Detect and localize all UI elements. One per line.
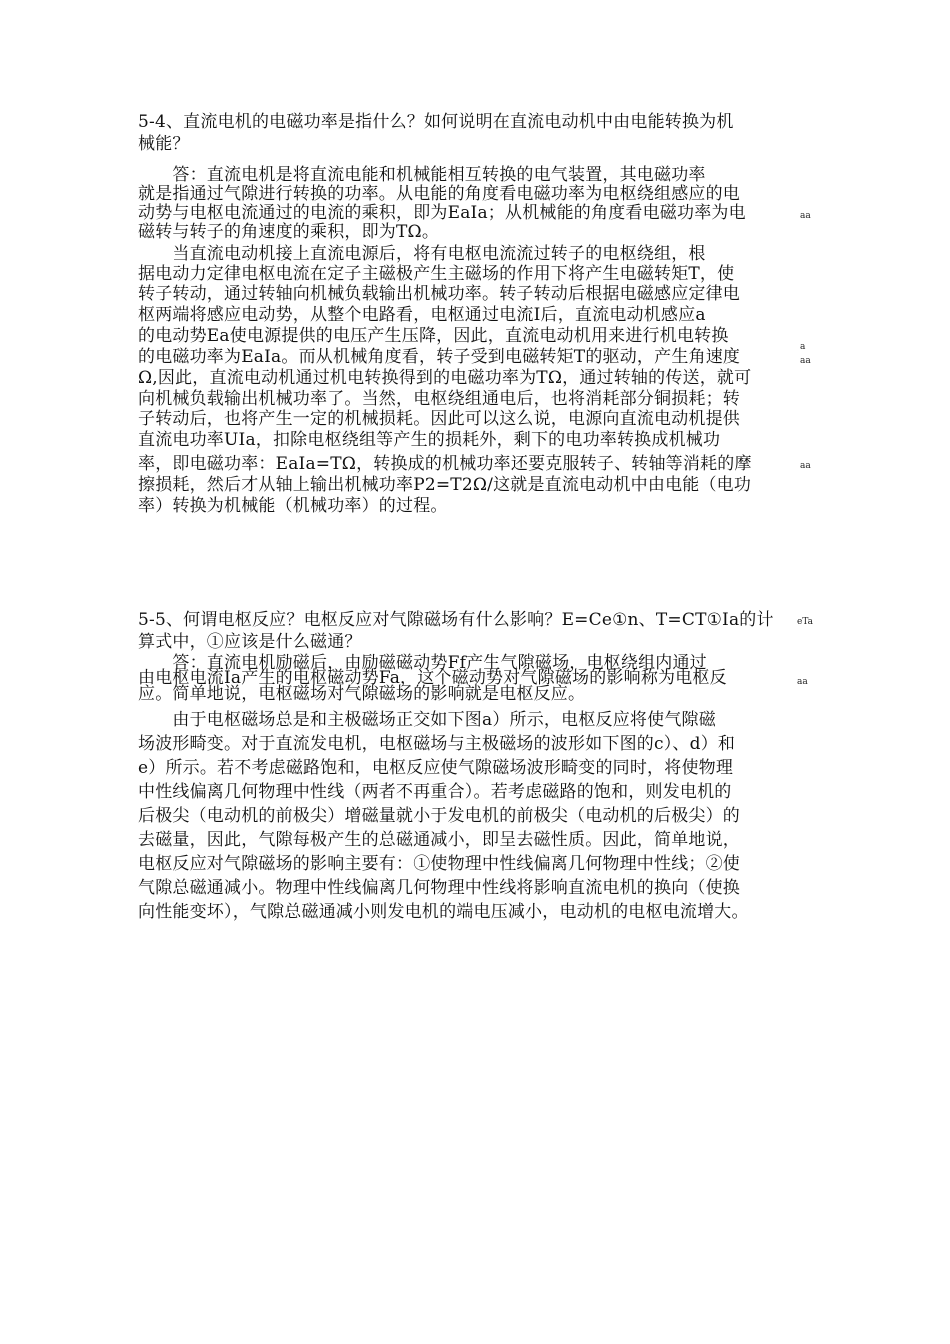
margin-note: aa bbox=[800, 461, 811, 471]
answer-5-4-line: 当直流电动机接上直流电源后，将有电枢电流流过转子的电枢绕组，根 bbox=[138, 244, 706, 264]
answer-5-5-line: 应。简单地说，电枢磁场对气隙磁场的影响就是电枢反应。 bbox=[138, 684, 586, 704]
answer-5-5-line: 答：直流电机励磁后，由励磁磁动势Ff产生气隙磁场，电枢绕组内通过 bbox=[138, 653, 707, 673]
question-5-5-title-cont: 算式中，①应该是什么磁通？ bbox=[138, 632, 362, 652]
answer-5-4-line: 的电磁功率为EaIa。而从机械角度看，转子受到电磁转矩T的驱动，产生角速度 bbox=[138, 347, 741, 367]
answer-5-4-line: 子转动后，也将产生一定的机械损耗。因此可以这么说，电源向直流电动机提供 bbox=[138, 409, 740, 429]
answer-5-4-line: Ω,因此，直流电动机通过机电转换得到的电磁功率为TΩ，通过转轴的传送，就可 bbox=[138, 368, 752, 388]
answer-5-4-line: 动势与电枢电流通过的电流的乘积，即为EaIa；从机械能的角度看电磁功率为电 bbox=[138, 203, 746, 223]
answer-5-4-line: 擦损耗，然后才从轴上输出机械功率P2=T2Ω/这就是直流电动机中由电能（电功 bbox=[138, 475, 752, 495]
answer-5-4-line: 答：直流电机是将直流电能和机械能相互转换的电气装置，其电磁功率 bbox=[138, 165, 706, 185]
answer-5-5-line: 由于电枢磁场总是和主极磁场正交如下图a）所示，电枢反应将使气隙磁 bbox=[138, 710, 716, 730]
answer-5-5-line: 中性线偏离几何物理中性线（两者不再重合）。若考虑磁路的饱和，则发电机的 bbox=[138, 782, 732, 802]
margin-note: eTa bbox=[797, 617, 813, 627]
answer-5-4-line: 转子转动，通过转轴向机械负载输出机械功率。转子转动后根据电磁感应定律电 bbox=[138, 284, 740, 304]
margin-note: aa bbox=[800, 211, 811, 221]
question-5-4-title: 5-4、直流电机的电磁功率是指什么？如何说明在直流电动机中由电能转换为机 bbox=[138, 112, 734, 132]
answer-5-4-line: 就是指通过气隙进行转换的功率。从电能的角度看电磁功率为电枢绕组感应的电 bbox=[138, 184, 740, 204]
answer-5-4-line: 向机械负载输出机械功率了。当然，电枢绕组通电后，也将消耗部分铜损耗；转 bbox=[138, 389, 740, 409]
answer-5-5-line: 气隙总磁通减小。物理中性线偏离几何物理中性线将影响直流电机的换向（使换 bbox=[138, 878, 740, 898]
answer-5-4-line: 枢两端将感应电动势，从整个电路看，电枢通过电流I后，直流电动机感应a bbox=[138, 305, 706, 325]
answer-5-5-line: 电枢反应对气隙磁场的影响主要有：①使物理中性线偏离几何物理中性线；②使 bbox=[138, 854, 740, 874]
answer-5-4-line: 直流电功率UIa，扣除电枢绕组等产生的损耗外，剩下的电功率转换成机械功 bbox=[138, 430, 721, 450]
answer-5-4-line: 的电动势Ea使电源提供的电压产生压降，因此，直流电动机用来进行机电转换 bbox=[138, 326, 729, 346]
answer-5-4-line: 率，即电磁功率：EaIa=TΩ，转换成的机械功率还要克服转子、转轴等消耗的摩 bbox=[138, 454, 752, 474]
answer-5-4-line: 率）转换为机械能（机械功率）的过程。 bbox=[138, 496, 448, 516]
question-5-4-title-cont: 械能？ bbox=[138, 134, 190, 154]
answer-5-5-line: 由电枢电流Ia产生的电枢磁动势Fa，这个磁动势对气隙磁场的影响称为电枢反 bbox=[138, 668, 727, 688]
margin-note: a bbox=[800, 342, 806, 352]
answer-5-5-line: 后极尖（电动机的前极尖）增磁量就小于发电机的前极尖（电动机的后极尖）的 bbox=[138, 806, 740, 826]
answer-5-5-line: 去磁量，因此，气隙每极产生的总磁通减小，即呈去磁性质。因此，简单地说， bbox=[138, 830, 740, 850]
answer-5-5-line: 向性能变坏），气隙总磁通减小则发电机的端电压减小，电动机的电枢电流增大。 bbox=[138, 902, 749, 922]
answer-5-4-line: 磁转与转子的角速度的乘积，即为TΩ。 bbox=[138, 222, 440, 242]
margin-note: aa bbox=[797, 677, 808, 687]
answer-5-5-line: 场波形畸变。对于直流发电机，电枢磁场与主极磁场的波形如下图的c）、d）和 bbox=[138, 734, 736, 754]
answer-5-4-line: 据电动力定律电枢电流在定子主磁极产生主磁场的作用下将产生电磁转矩T，使 bbox=[138, 264, 735, 284]
question-5-5-title: 5-5、何谓电枢反应？电枢反应对气隙磁场有什么影响？E=Ce①n、T=CT①Ia的计 bbox=[138, 610, 774, 630]
answer-5-5-line: e）所示。若不考虑磁路饱和，电枢反应使气隙磁场波形畸变的同时，将使物理 bbox=[138, 758, 734, 778]
margin-note: aa bbox=[800, 356, 811, 366]
